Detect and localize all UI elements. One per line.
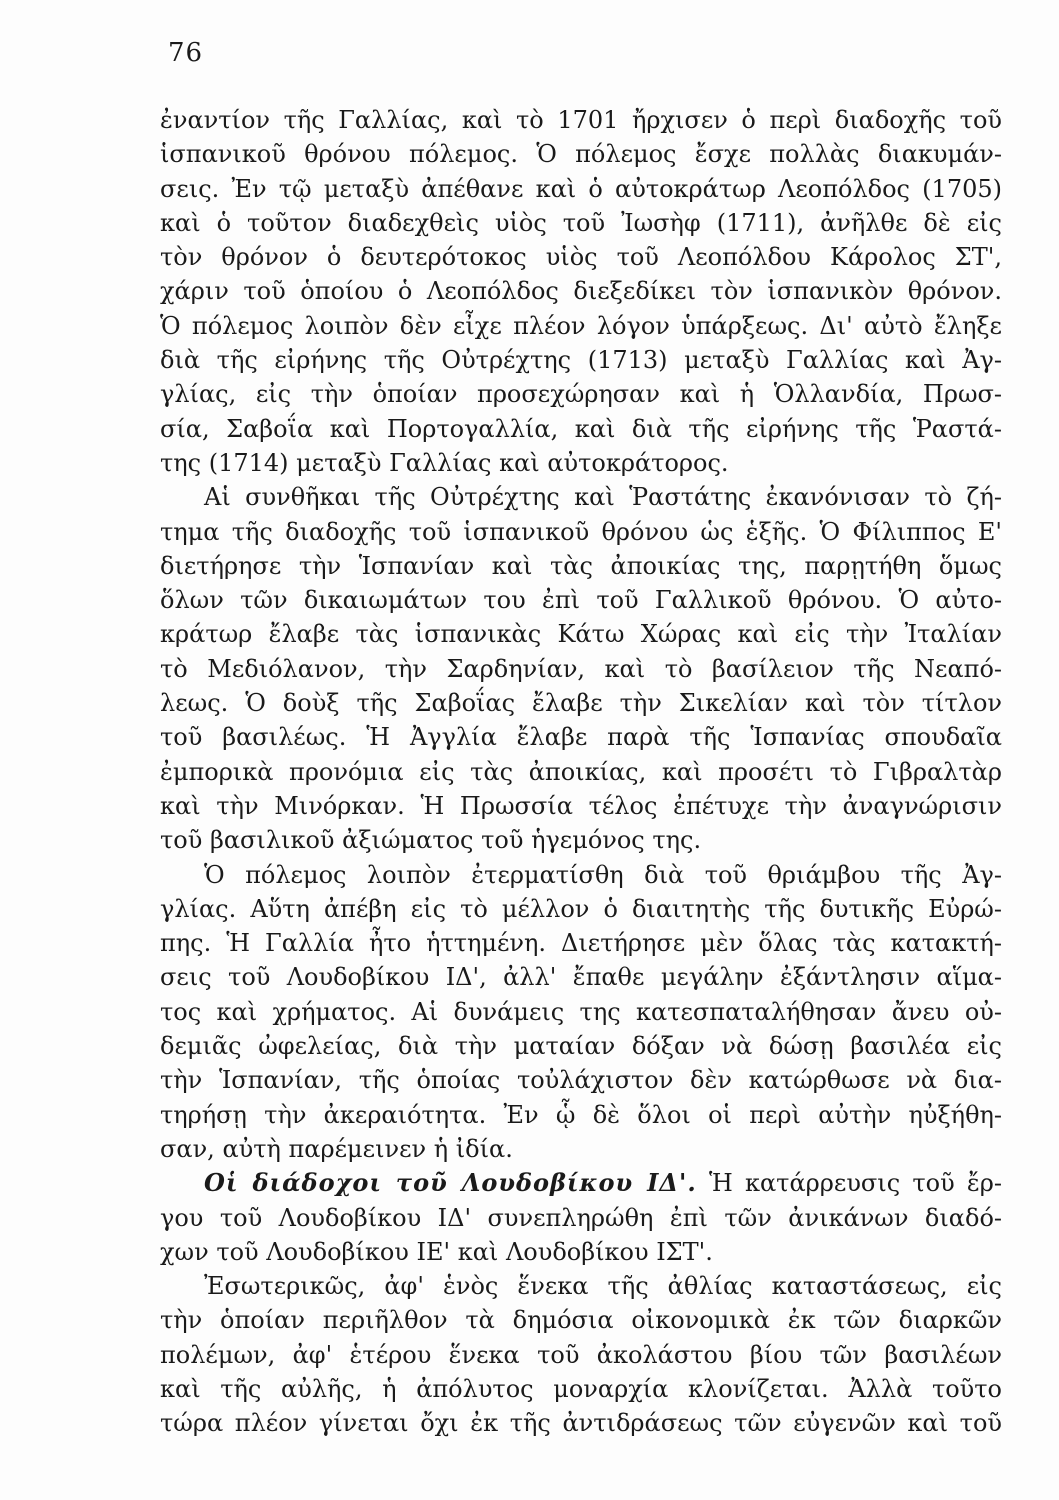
text-line: τὴν ὁποίαν περιῆλθον τὰ δημόσια οἰκονομικὰ ἐκ τῶν διαρκῶν [160,1306,1002,1335]
heading-line-rest: Ἡ κατάρρευσις τοῦ ἔρ- [708,1169,1002,1198]
text-line [160,1166,1002,1200]
text-line: τώρα πλέον γίνεται ὄχι ἐκ τῆς ἀντιδράσεως τῶν εὐγενῶν καὶ τοῦ [160,1409,1002,1438]
text-line: πολέμων, ἀφ' ἑτέρου ἕνεκα τοῦ ἀκολάστου βίου τῶν βασιλέων [160,1340,1002,1369]
text-line: πης. Ἡ Γαλλία ἦτο ἡττημένη. Διετήρησε μὲν ὅλας τὰς κατακτή- [160,929,1002,958]
text-line: τοῦ βασιλέως. Ἡ Ἀγγλία ἔλαβε παρὰ τῆς Ἱσπανίας σπουδαῖα [160,723,1002,752]
text-line: ὅλων τῶν δικαιωμάτων του ἐπὶ τοῦ Γαλλικοῦ θρόνου. Ὁ αὐτο- [160,586,1002,615]
text-line: τοῦ βασιλικοῦ ἀξιώματος τοῦ ἡγεμόνος της. [160,826,702,855]
text-line: σεις τοῦ Λουδοβίκου ΙΔ', ἀλλ' ἔπαθε μεγάλην ἐξάντλησιν αἵμα- [160,963,1002,992]
text-line: σία, Σαβοΐα καὶ Πορτογαλλία, καὶ διὰ τῆς εἰρήνης τῆς Ῥαστά- [160,414,1002,443]
text-line: της (1714) μεταξὺ Γαλλίας καὶ αὐτοκράτορος. [160,448,729,477]
text-line: Αἱ συνθῆκαι τῆς Οὐτρέχτης καὶ Ῥαστάτης ἐκανόνισαν τὸ ζή- [204,483,1002,512]
text-line: Ἐσωτερικῶς, ἀφ' ἑνὸς ἕνεκα τῆς ἀθλίας καταστάσεως, εἰς [204,1272,1002,1301]
text-line: τος καὶ χρήματος. Αἱ δυνάμεις της κατεσπαταλήθησαν ἄνευ οὐ- [160,997,1002,1026]
text-line: καὶ τῆς αὐλῆς, ἡ ἀπόλυτος μοναρχία κλονίζεται. Ἀλλὰ τοῦτο [160,1374,1002,1403]
text-line: δεμιᾶς ὠφελείας, διὰ τὴν ματαίαν δόξαν νὰ δώσῃ βασιλέα εἰς [160,1032,1002,1061]
text-line: χων τοῦ Λουδοβίκου ΙΕ' καὶ Λουδοβίκου ΙΣΤ'. [160,1237,713,1266]
text-line: τὸ Μεδιόλανον, τὴν Σαρδηνίαν, καὶ τὸ βασίλειον τῆς Νεαπό- [160,654,1002,683]
text-line: τὸν θρόνον ὁ δευτερότοκος υἱὸς τοῦ Λεοπόλδου Κάρολος ΣΤ', [160,243,1002,272]
text-line: γλίας. Αὕτη ἀπέβη εἰς τὸ μέλλον ὁ διαιτητὴς τῆς δυτικῆς Εὐρώ- [160,894,1002,923]
text-line: γλίας, εἰς τὴν ὁποίαν προσεχώρησαν καὶ ἡ Ὁλλανδία, Πρωσ- [160,380,1002,409]
body-text [160,103,1002,1441]
page-number: 76 [168,38,204,68]
text-line: τηρήσῃ τὴν ἀκεραιότητα. Ἐν ᾧ δὲ ὅλοι οἱ περὶ αὐτὴν ηὐξήθη- [160,1100,1002,1129]
paragraph-4 [160,1166,1002,1269]
text-line: λεως. Ὁ δοὺξ τῆς Σαβοΐας ἔλαβε τὴν Σικελίαν καὶ τὸν τίτλον [160,689,1002,718]
text-line: σαν, αὐτὴ παρέμεινεν ἡ ἰδία. [160,1134,513,1163]
text-line: Ὁ πόλεμος λοιπὸν ἐτερματίσθη διὰ τοῦ θριάμβου τῆς Ἀγ- [204,860,1002,889]
text-line: τημα τῆς διαδοχῆς τοῦ ἱσπανικοῦ θρόνου ὡς ἑξῆς. Ὁ Φίλιππος Ε' [160,517,1002,546]
text-line: ἐμπορικὰ προνόμια εἰς τὰς ἀποικίας, καὶ προσέτι τὸ Γιβραλτὰρ [160,757,1002,786]
text-line: ἱσπανικοῦ θρόνου πόλεμος. Ὁ πόλεμος ἔσχε πολλὰς διακυμάν- [160,140,1002,169]
paragraph-5 [160,1269,1002,1440]
text-line: χάριν τοῦ ὁποίου ὁ Λεοπόλδος διεξεδίκει τὸν ἱσπανικὸν θρόνον. [160,277,1002,306]
paragraph-2 [160,480,1002,857]
text-line: διὰ τῆς εἰρήνης τῆς Οὐτρέχτης (1713) μεταξὺ Γαλλίας καὶ Ἀγ- [160,346,1002,375]
text-line: καὶ τὴν Μινόρκαν. Ἡ Πρωσσία τέλος ἐπέτυχε τὴν ἀναγνώρισιν [160,791,1002,820]
text-line: σεις. Ἐν τῷ μεταξὺ ἀπέθανε καὶ ὁ αὐτοκράτωρ Λεοπόλδος (1705) [160,174,1002,203]
text-line: κράτωρ ἔλαβε τὰς ἱσπανικὰς Κάτω Χώρας καὶ εἰς τὴν Ἰταλίαν [160,620,1002,649]
text-line: ἐναντίον τῆς Γαλλίας, καὶ τὸ 1701 ἤρχισεν ὁ περὶ διαδοχῆς τοῦ [160,106,1002,134]
text-line: διετήρησε τὴν Ἱσπανίαν καὶ τὰς ἀποικίας της, παρῃτήθη ὅμως [160,551,1002,580]
text-line: καὶ ὁ τοῦτον διαδεχθεὶς υἱὸς τοῦ Ἰωσὴφ (1711), ἀνῆλθε δὲ εἰς [160,208,1002,237]
section-heading: Οἱ διάδοχοι τοῦ Λουδοβίκου ΙΔ'. [204,1168,697,1198]
text-line: τὴν Ἱσπανίαν, τῆς ὁποίας τοὐλάχιστον δὲν κατώρθωσε νὰ δια- [160,1066,1002,1095]
paragraph-1 [160,103,1002,480]
text-line: γου τοῦ Λουδοβίκου ΙΔ' συνεπληρώθη ἐπὶ τῶν ἀνικάνων διαδό- [160,1203,1002,1232]
paragraph-3 [160,858,1002,1167]
text-line: Ὁ πόλεμος λοιπὸν δὲν εἶχε πλέον λόγον ὑπάρξεως. Δι' αὐτὸ ἔληξε [160,311,1002,340]
